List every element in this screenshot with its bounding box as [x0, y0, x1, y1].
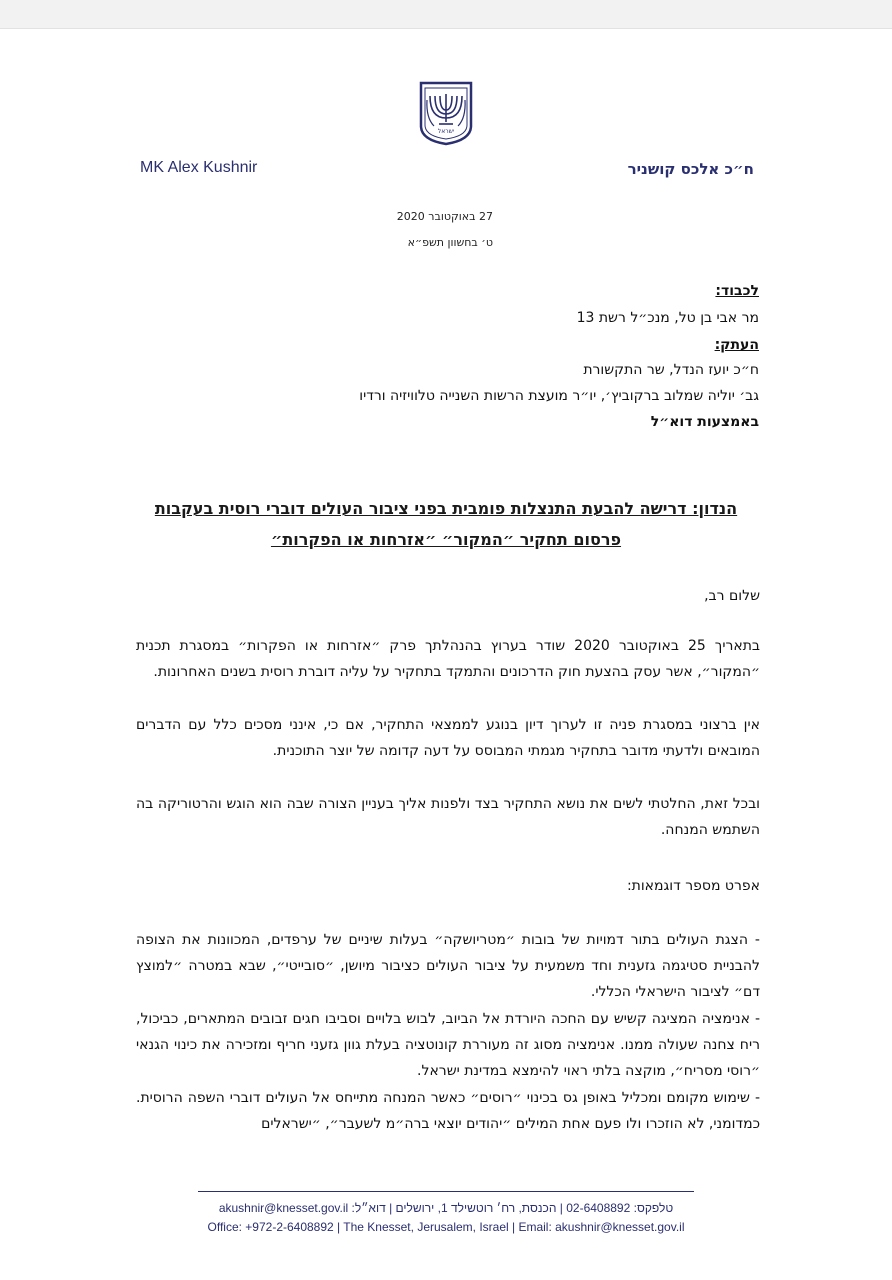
gregorian-date: 27 באוקטובר 2020 [396, 210, 493, 223]
knesset-emblem-icon [418, 80, 474, 146]
cc-label: העתק: [714, 337, 759, 353]
mk-name-english: MK Alex Kushnir [140, 159, 258, 176]
cc-recipient-2: גב׳ יוליה שמלוב ברקוביץ׳, יו״ר מועצת הרשות השנייה טלוויזיה ורדיו [359, 388, 759, 404]
footer-contact-hebrew: טלפקס: 02-6408892 | הכנסת, רח׳ רוטשילד 1, ירושלים | דוא״ל: akushnir@knesset.gov.il [218, 1201, 674, 1215]
paragraph-3: ובכל זאת, החלטתי לשים את נושא התחקיר בצד ולפנות אליך בעניין הצורה שבה הוא הוגש והרטוריקה בה השתמש המנחה. [136, 796, 760, 838]
to-label: לכבוד: [715, 283, 759, 299]
subject-heading [136, 493, 756, 555]
hebrew-date: ט׳ בחשוון תשפ״א [407, 236, 493, 249]
delivery-method: באמצעות דוא״ל [650, 414, 759, 430]
example-bullet-3: - שימוש מקומם ומכליל באופן גס בכינוי ״רוסים״ כאשר המנחה מתייחס אל העולים דוברי השפה הרוסית. כמדומני, לא הוזכרו ולו פעם אחת המילים ״יהודים יוצאי ברה״מ לשעבר״, ״ישראלים [136, 1090, 760, 1132]
viewer-top-bar [0, 0, 892, 29]
cc-recipient-1: ח״כ יועז הנדל, שר התקשורת [583, 362, 759, 378]
example-bullet-2: - אנימציה המציגה קשיש עם החכה היורדת אל הביוב, לבוש בלויים וסביבו חגים זבובים המתארים, כביכול, ריח צחנה שעולה ממנו. אנימציה מסוג זה מעוררת קונוטציה בעלת גוון גזעני חריף ומזכירה את כינוי הגנאי ״רוסי מסריח״, מוקצה בלתי ראוי להימצא במדינת ישראל. [136, 1011, 760, 1079]
greeting: שלום רב, [704, 588, 760, 604]
emblem-caption: ישראל [437, 128, 455, 135]
paragraph-2: אין ברצוני במסגרת פניה זו לערוך דיון בנוגע לממצאי התחקיר, אם כי, אינני מסכים כלל עם הדברים המובאים ולדעתי מדובר בתחקיר מגמתי המבוסס על דעה קדומה של יוצר התוכנית. [136, 717, 760, 759]
examples-intro: אפרט מספר דוגמאות: [626, 878, 760, 894]
subject-line-1: הנדון: דרישה להבעת התנצלות פומבית בפני ציבור העולים דוברי רוסית בעקבות [154, 499, 738, 518]
paragraph-1: בתאריך 25 באוקטובר 2020 שודר בערוץ בהנהלתך פרק ״אזרחות או הפקרות״ במסגרת תכנית ״המקור״, אשר עסק בהצעת חוק הדרכונים והתמקד בתחקיר על עליה דוברת רוסית בשנים האחרונות. [136, 638, 761, 680]
example-bullet-1: - הצגת העולים בתור דמויות של בובות ״מטריושקה״ בעלות שיניים של ערפדים, המכוונות את הצופה להבניית סטיגמה גזענית וחד משמעית על ציבור העולים כציבור מיושן, ״סובייטי״, שבא במטרה ״למוצץ דם״ לציבור הישראלי הכללי. [136, 932, 760, 1000]
footer-divider [198, 1191, 694, 1192]
to-recipient: מר אבי בן טל, מנכ״ל רשת 13 [576, 310, 759, 326]
subject-line-2: פרסום תחקיר ״המקור״ ״אזרחות או הפקרות״ [270, 530, 622, 549]
mk-name-hebrew: ח״כ אלכס קושניר [627, 160, 754, 178]
footer-contact-english: Office: +972-2-6408892 | The Knesset, Jerusalem, Israel | Email: akushnir@knesset.gov.il [207, 1220, 685, 1234]
